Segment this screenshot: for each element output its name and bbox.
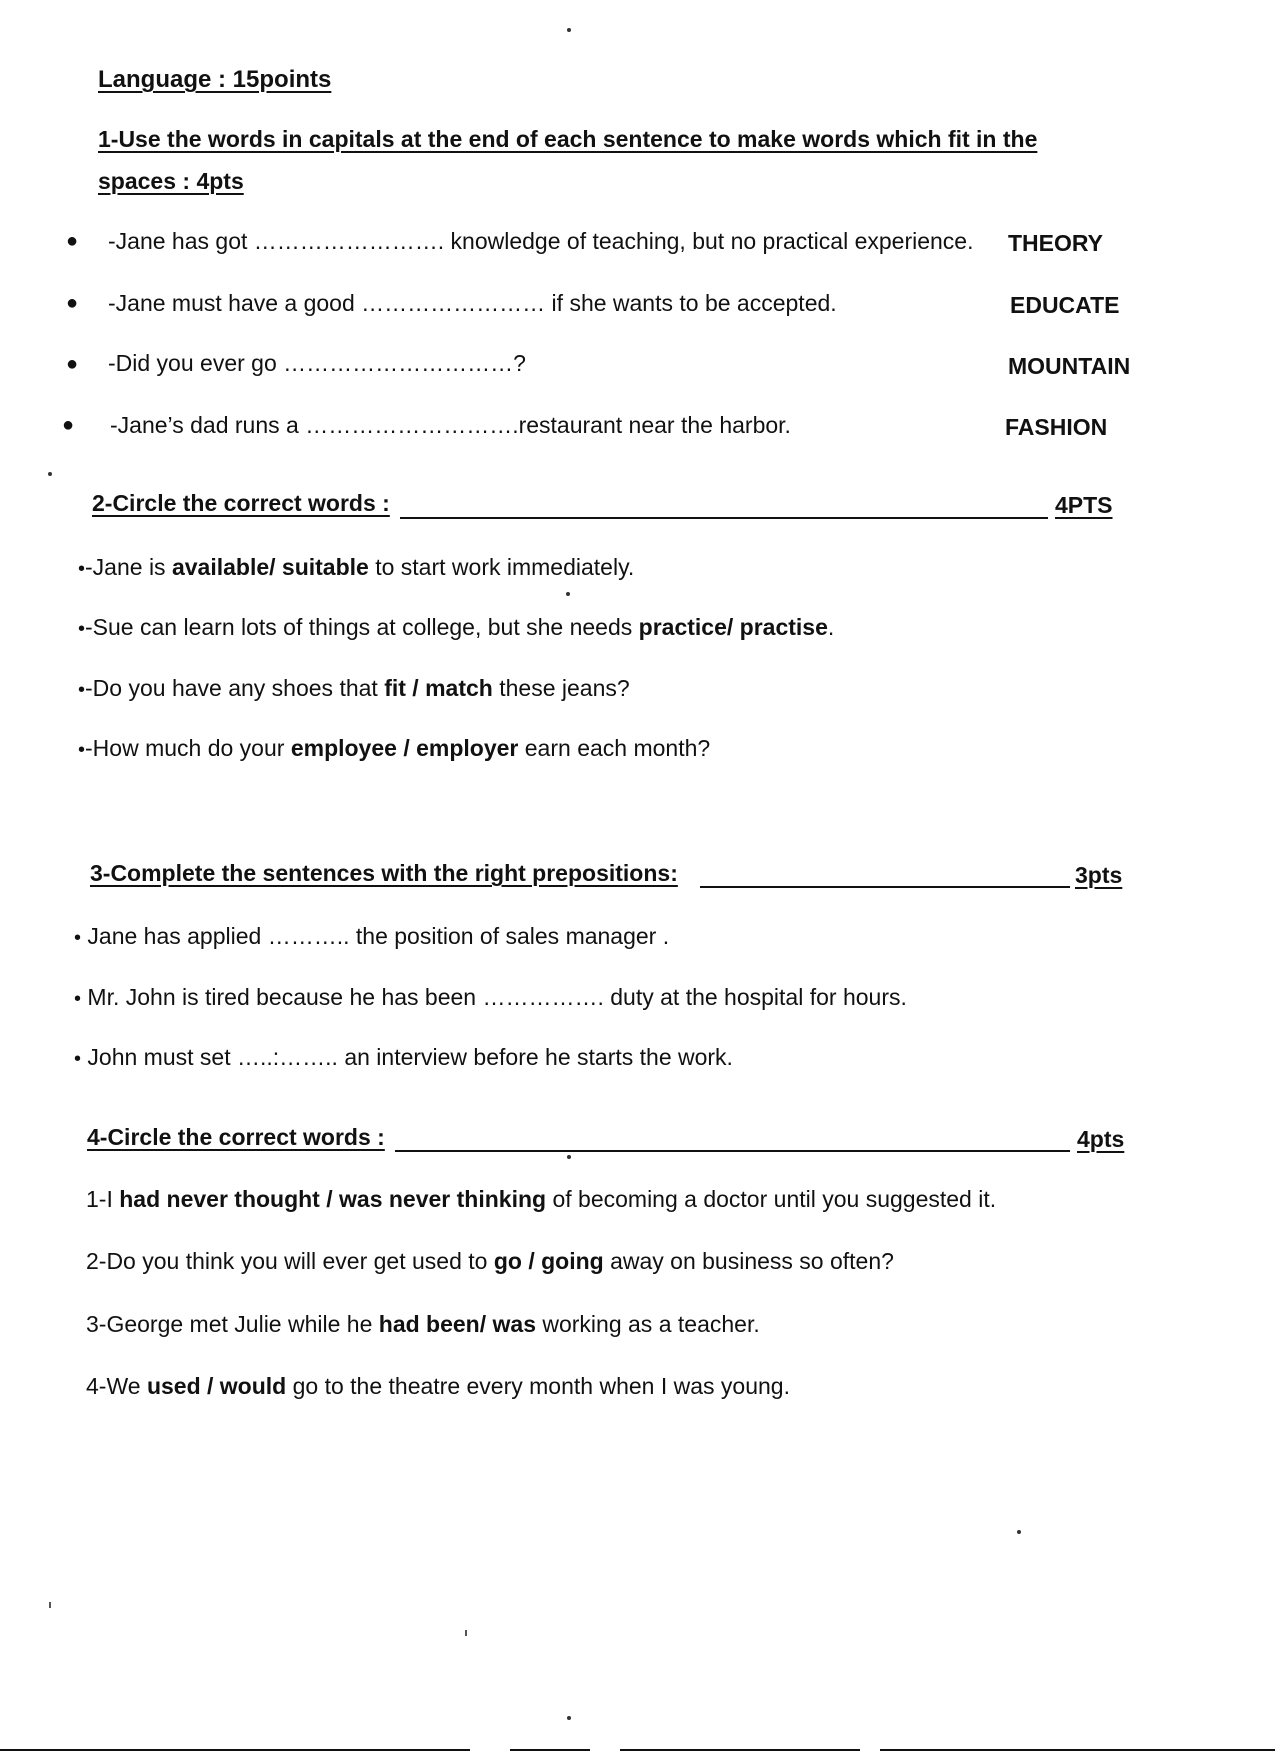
word-choice[interactable]: had never thought / was never thinking xyxy=(119,1186,547,1212)
bullet-icon: ● xyxy=(66,353,79,375)
section1-word-4: FASHION xyxy=(1005,414,1108,440)
bullet-icon: ● xyxy=(62,414,75,436)
word-choice[interactable]: employee / employer xyxy=(290,735,519,761)
section3-item-1: • Jane has applied ……….. the position of sales manager . xyxy=(74,923,670,949)
section4-item-4: 4-We used / would go to the theatre every month when I was young. xyxy=(86,1373,790,1399)
bullet-icon: • xyxy=(78,558,86,580)
page-title: Language : 15points xyxy=(98,66,332,93)
bullet-icon: • xyxy=(78,618,86,640)
word-choice[interactable]: had been/ was xyxy=(378,1311,536,1337)
section3-item-3: • John must set …..:…….. an interview before he starts the work. xyxy=(74,1044,733,1070)
scan-speck xyxy=(1017,1530,1021,1534)
heading-rule xyxy=(395,1150,1070,1152)
section4-points: 4pts xyxy=(1077,1126,1125,1152)
bottom-border xyxy=(620,1749,860,1751)
bullet-icon: • xyxy=(78,679,86,701)
section4-heading: 4-Circle the correct words : xyxy=(87,1124,385,1150)
bullet-icon: • xyxy=(74,988,82,1010)
word-choice[interactable]: fit / match xyxy=(384,675,493,701)
scan-speck xyxy=(567,1155,571,1159)
heading-rule xyxy=(400,517,1048,519)
scan-speck xyxy=(566,592,570,596)
word-choice[interactable]: practice/ practise xyxy=(638,614,828,640)
section2-points: 4PTS xyxy=(1055,492,1113,518)
bottom-border xyxy=(880,1749,1275,1751)
section1-word-3: MOUNTAIN xyxy=(1008,353,1131,379)
heading-rule xyxy=(700,886,1070,888)
section2-item-1: •-Jane is available/ suitable to start work immediately. xyxy=(78,554,635,580)
section4-item-1: 1-I had never thought / was never thinking of becoming a doctor until you suggested it. xyxy=(86,1186,997,1212)
section1-item-2: -Jane must have a good …………………… if she wants to be accepted. xyxy=(108,290,837,316)
section3-points: 3pts xyxy=(1075,862,1123,888)
word-choice[interactable]: go / going xyxy=(493,1248,604,1274)
bullet-icon: • xyxy=(74,927,82,949)
bullet-icon: • xyxy=(74,1048,82,1070)
bullet-icon: ● xyxy=(66,230,79,252)
bullet-icon: ● xyxy=(66,292,79,314)
section1-instruction-line2: spaces : 4pts xyxy=(98,168,244,194)
section1-item-1: -Jane has got ……………………. knowledge of teaching, but no practical experience. xyxy=(108,228,974,254)
scan-speck xyxy=(567,1716,571,1720)
scan-speck xyxy=(465,1630,467,1636)
section1-item-4: -Jane’s dad runs a ……………………….restaurant near the harbor. xyxy=(110,412,791,438)
word-choice[interactable]: available/ suitable xyxy=(171,554,369,580)
word-choice[interactable]: used / would xyxy=(146,1373,287,1399)
scan-speck xyxy=(49,1602,51,1608)
section1-word-2: EDUCATE xyxy=(1010,292,1120,318)
section4-item-2: 2-Do you think you will ever get used to go / going away on business so often? xyxy=(86,1248,894,1274)
section2-item-4: •-How much do your employee / employer earn each month? xyxy=(78,735,711,761)
section3-heading: 3-Complete the sentences with the right prepositions: xyxy=(90,860,678,886)
bottom-border xyxy=(0,1749,470,1751)
scan-speck xyxy=(567,28,571,32)
section1-word-1: THEORY xyxy=(1008,230,1103,256)
section2-item-2: •-Sue can learn lots of things at college, but she needs practice/ practise. xyxy=(78,614,835,640)
section2-item-3: •-Do you have any shoes that fit / match these jeans? xyxy=(78,675,630,701)
section3-item-2: • Mr. John is tired because he has been ……………. duty at the hospital for hours. xyxy=(74,984,907,1010)
section1-item-3: -Did you ever go …………………………? xyxy=(108,350,526,376)
bottom-border xyxy=(510,1749,590,1751)
section1-instruction-line1: 1-Use the words in capitals at the end of each sentence to make words which fit in the xyxy=(98,126,1038,152)
scan-speck xyxy=(48,472,52,476)
section2-heading: 2-Circle the correct words : xyxy=(92,490,390,516)
bullet-icon: • xyxy=(78,739,86,761)
section4-item-3: 3-George met Julie while he had been/ was working as a teacher. xyxy=(86,1311,760,1337)
